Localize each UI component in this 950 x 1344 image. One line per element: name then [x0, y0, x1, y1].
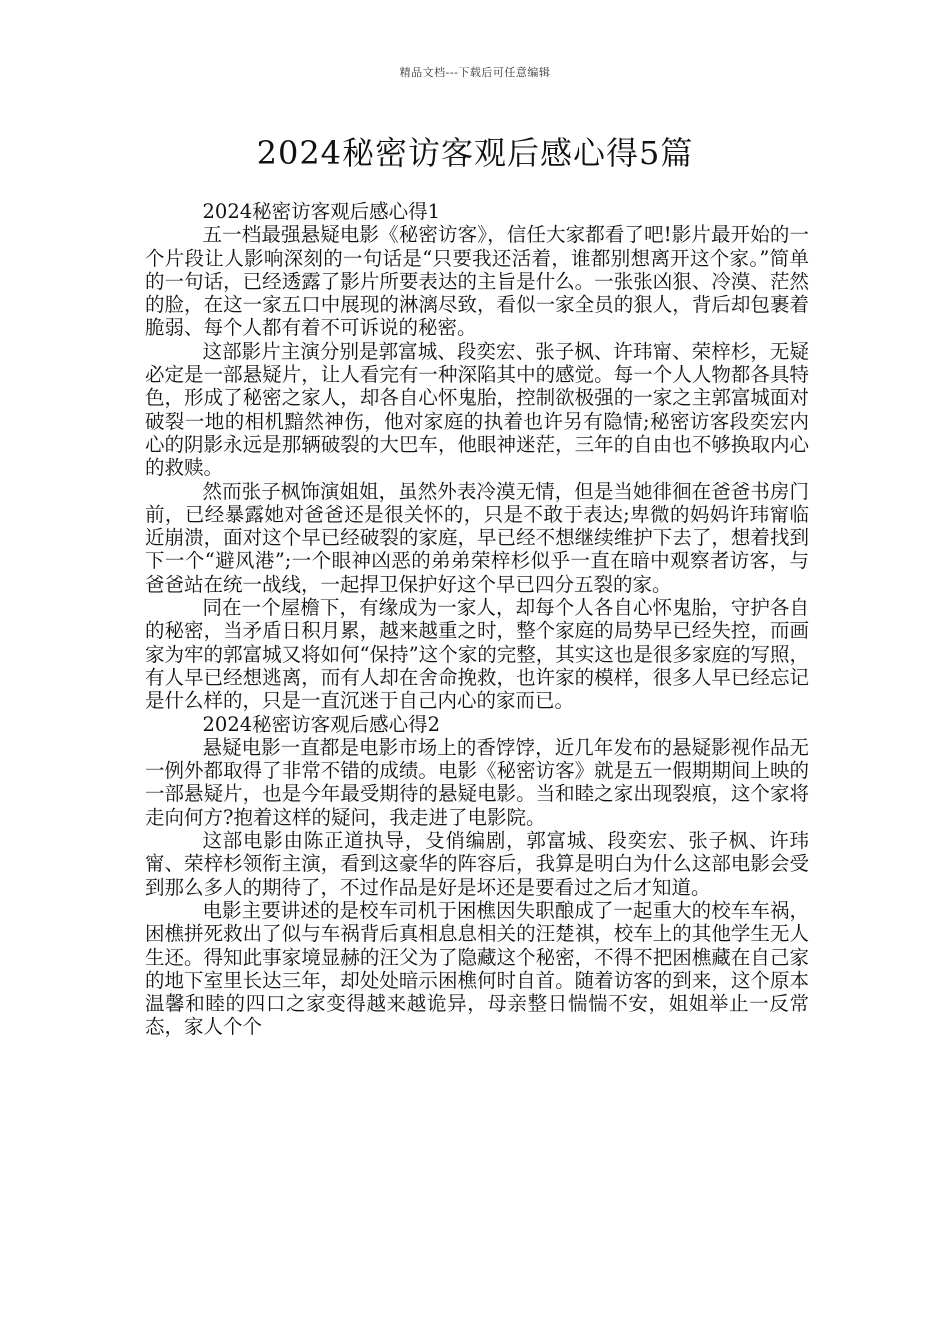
- paragraph: 悬疑电影一直都是电影市场上的香饽饽，近几年发布的悬疑影视作品无一例外都取得了非常不错的成绩。电影《秘密访客》就是五一假期期间上映的一部悬疑片，也是今年最受期待的悬疑电影。当和睦之家出现裂痕，这个家将走向何方?抱着这样的疑问，我走进了电影院。: [145, 735, 809, 829]
- paragraph: 电影主要讲述的是校车司机于困樵因失职酿成了一起重大的校车车祸，困樵拼死救出了似与车祸背后真相息息相关的汪楚祺，校车上的其他学生无人生还。得知此事家境显赫的汪父为了隐藏这个秘密，不得不把困樵藏在自己家的地下室里长达三年，却处处暗示困樵何时自首。随着访客的到来，这个原本温馨和睦的四口之家变得越来越诡异，母亲整日惴惴不安，姐姐举止一反常态，家人个个: [145, 898, 809, 1039]
- paragraph: 这部电影由陈正道执导，殳俏编剧，郭富城、段奕宏、张子枫、许玮甯、荣梓杉领衔主演，看到这豪华的阵容后，我算是明白为什么这部电影会受到那么多人的期待了，不过作品是好是坏还是要看过之后才知道。: [145, 829, 809, 899]
- section-heading-2: 2024秘密访客观后感心得2: [202, 712, 441, 736]
- document-body: [145, 200, 809, 1039]
- section-heading-1: 2024秘密访客观后感心得1: [202, 200, 441, 223]
- header-note: 精品文档---下载后可任意编辑: [399, 66, 551, 79]
- document-title: 2024秘密访客观后感心得5篇: [256, 134, 694, 172]
- paragraph: 然而张子枫饰演姐姐，虽然外表冷漠无情，但是当她徘徊在爸爸书房门前，已经暴露她对爸爸还是很关怀的，只是不敢于表达;卑微的妈妈许玮甯临近崩溃，面对这个早已经破裂的家庭，早已经不想继续维护下去了，想着找到下一个“避风港”;一个眼神凶恶的弟弟荣梓杉似乎一直在暗中观察者访客，与爸爸站在统一战线，一起捍卫保护好这个早已四分五裂的家。: [145, 479, 809, 596]
- paragraph: 同在一个屋檐下，有缘成为一家人，却每个人各自心怀鬼胎，守护各自的秘密，当矛盾日积月累，越来越重之时，整个家庭的局势早已经失控，而画家为牢的郭富城又将如何“保持”这个家的完整，其实这也是很多家庭的写照，有人早已经想逃离，而有人却在舍命挽救，也许家的模样，很多人早已经忘记是什么样的，只是一直沉迷于自己内心的家而已。: [145, 596, 809, 713]
- paragraph: 这部影片主演分别是郭富城、段奕宏、张子枫、许玮甯、荣梓杉，无疑必定是一部悬疑片，让人看完有一种深陷其中的感觉。每一个人人物都各具特色，形成了秘密之家人，却各自心怀鬼胎，控制欲极强的一家之主郭富城面对破裂一地的相机黯然神伤，他对家庭的执着也许另有隐情;秘密访客段奕宏内心的阴影永远是那辆破裂的大巴车，他眼神迷茫，三年的自由也不够换取内心的救赎。: [145, 339, 809, 480]
- paragraph: 五一档最强悬疑电影《秘密访客》，信任大家都看了吧!影片最开始的一个片段让人影响深刻的一句话是“只要我还活着，谁都别想离开这个家。”简单的一句话，已经透露了影片所要表达的主旨是什么。一张张凶狠、冷漠、茫然的脸，在这一家五口中展现的淋漓尽致，看似一家全员的狠人，背后却包裹着脆弱、每个人都有着不可诉说的秘密。: [145, 223, 809, 340]
